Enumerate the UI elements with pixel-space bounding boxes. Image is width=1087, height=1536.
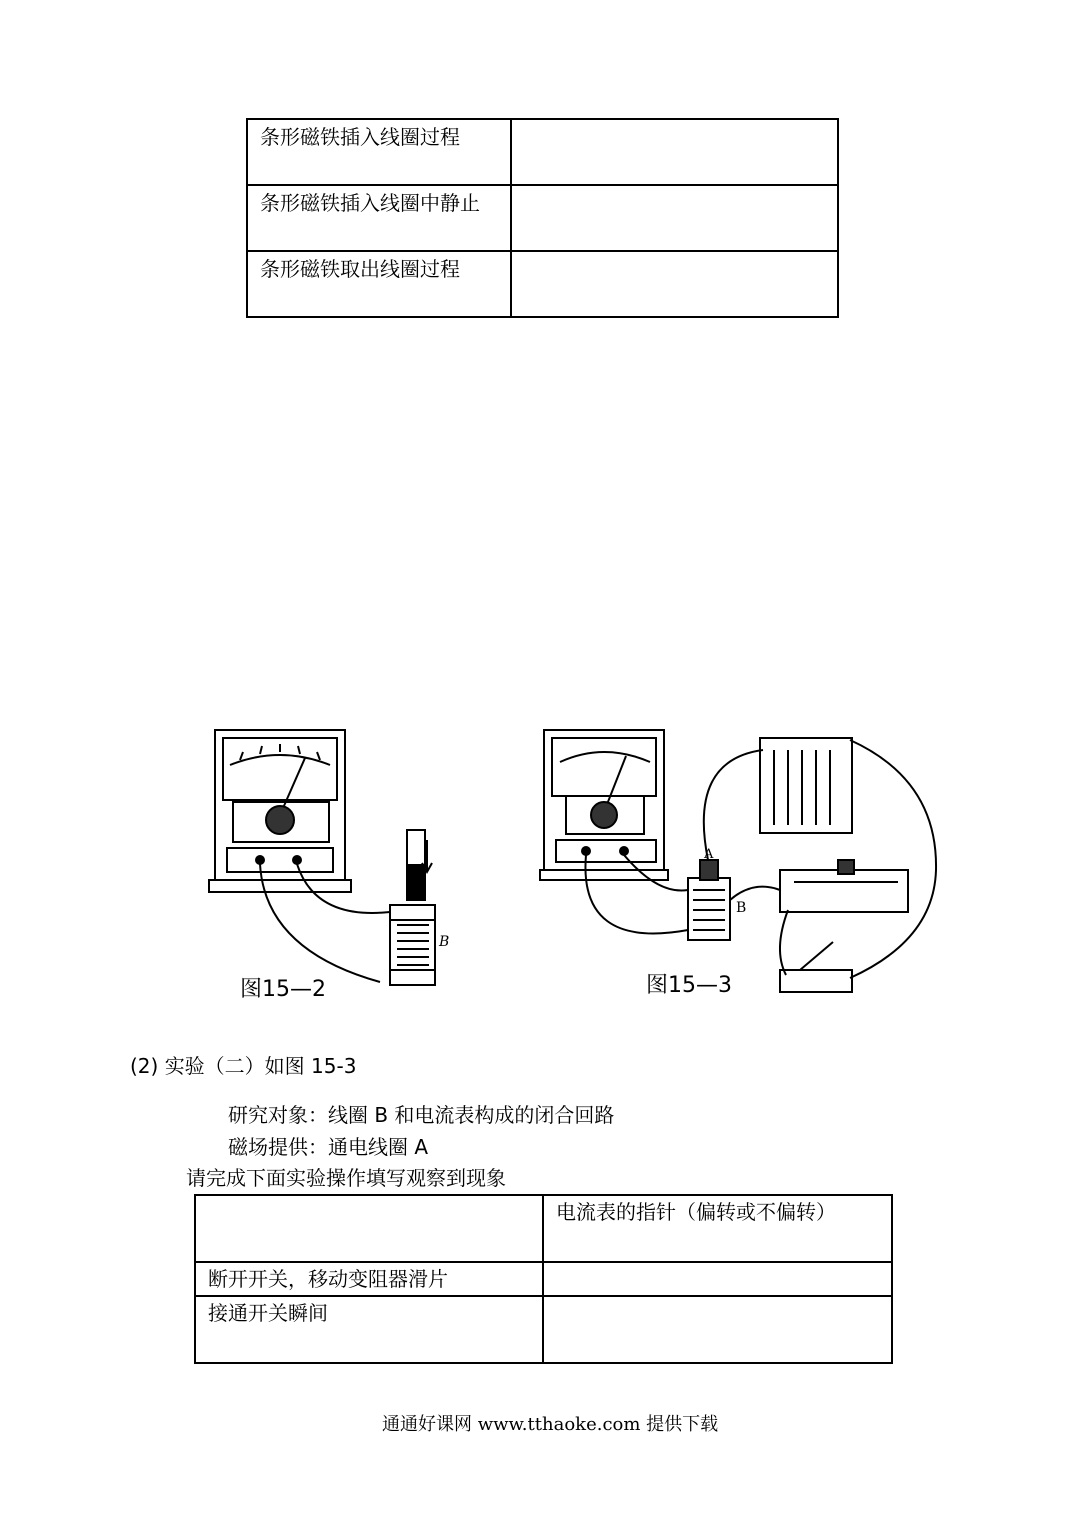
figure-caption: 图15—2 — [240, 977, 326, 1002]
coil-b-label: B — [736, 900, 747, 916]
coil-b-label: B — [439, 934, 450, 950]
observation-cell — [543, 1296, 892, 1363]
magnetic-field-line: 磁场提供：通电线圈 A — [228, 1135, 429, 1159]
section-heading: (2) 实验（二）如图 15-3 — [130, 1054, 357, 1078]
operation-cell: 断开开关，移动变阻器滑片 — [195, 1262, 543, 1296]
table-row — [247, 185, 838, 251]
experiment-table-1 — [246, 118, 839, 318]
header-cell: 电流表的指针（偏转或不偏转） — [543, 1195, 892, 1262]
research-object-line: 研究对象：线圈 B 和电流表构成的闭合回路 — [228, 1103, 615, 1127]
operation-cell: 条形磁铁插入线圈过程 — [247, 119, 511, 185]
header-cell — [195, 1195, 543, 1262]
figure-15-2 — [205, 720, 465, 1010]
observation-cell — [543, 1262, 892, 1296]
page-footer: 通通好课网 www.tthaoke.com 提供下载 — [382, 1414, 719, 1435]
table-row — [247, 119, 838, 185]
operation-cell: 条形磁铁取出线圈过程 — [247, 251, 511, 317]
instruction-line: 请完成下面实验操作填写观察到现象 — [186, 1166, 506, 1190]
table-row — [247, 251, 838, 317]
table-row — [195, 1262, 892, 1296]
figure-15-3 — [538, 720, 948, 1005]
table-row — [195, 1296, 892, 1363]
figure-caption: 图15—3 — [646, 973, 732, 998]
operation-cell: 条形磁铁插入线圈中静止 — [247, 185, 511, 251]
coil-a-label: A — [704, 847, 714, 862]
experiment-table-2 — [194, 1194, 893, 1364]
observation-cell — [511, 185, 838, 251]
operation-cell: 接通开关瞬间 — [195, 1296, 543, 1363]
observation-cell — [511, 119, 838, 185]
table-header-row — [195, 1195, 892, 1262]
observation-cell — [511, 251, 838, 317]
